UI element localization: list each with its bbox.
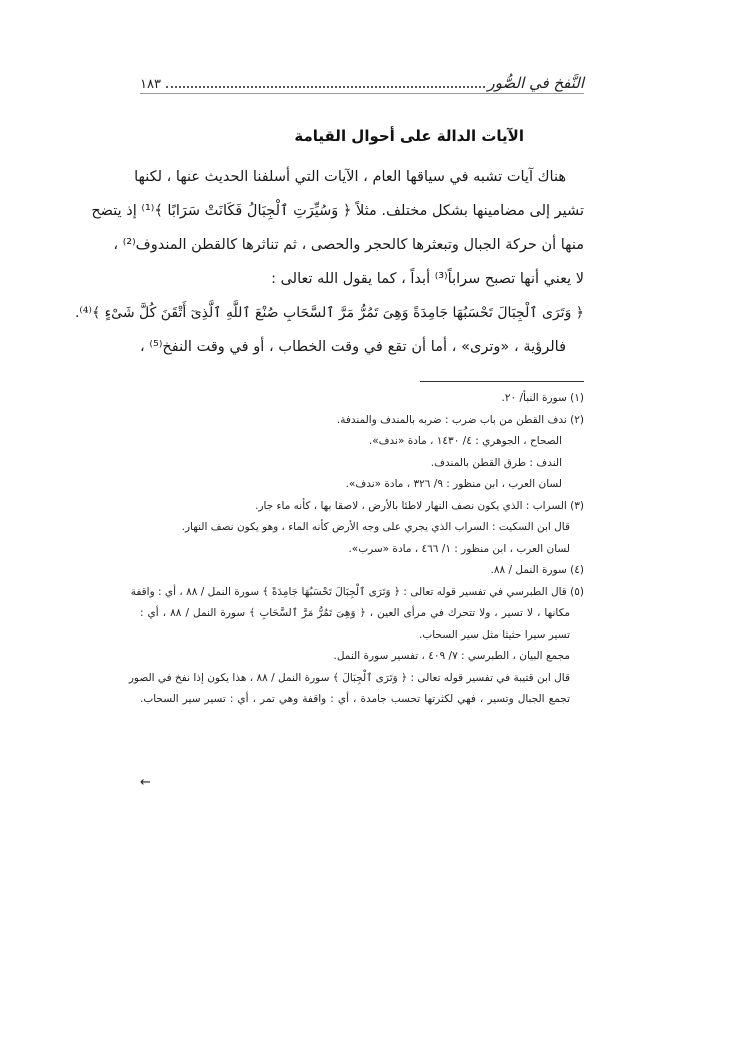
footnote-line: (٤) سورة النمل / ٨٨. <box>490 564 584 576</box>
footnote-line: قال ابن قتيبة في تفسير قوله تعالى : ﴿ وَتَرَى ٱلْجِبَالَ ﴾ سورة النمل / ٨٨ ، هذا يكون إذا نفخ في الصور <box>128 671 570 684</box>
header-dot-leader <box>166 77 485 88</box>
footnote-line: مكانها ، لا تسير ، ولا تتحرك في مرأى العين ، ﴿ وَهِىَ تَمُرُّ مَرَّ ٱلسَّحَابِ ﴾ سورة النمل / ٨٨ ، أي : <box>140 607 571 619</box>
section-heading: الآيات الدالة على أحوال القيامة <box>294 127 524 145</box>
footnote-line: لسان العرب ، ابن منظور : ٩/ ٣٢٦ ، مادة «ندف». <box>345 478 562 490</box>
continuation-arrow-icon: ← <box>140 775 151 790</box>
footnote-separator <box>420 381 584 382</box>
footnote-line: (١) سورة النبأ/ ٢٠. <box>501 392 584 404</box>
header-rule <box>140 93 584 94</box>
text-line: تشير إلى مضامينها بشكل مختلف. مثلاً ﴿ وَسُيِّرَتِ ٱلْجِبَالُ فَكَانَتْ سَرَابًا ﴾⁽¹⁾ إذ يتضح <box>91 203 584 219</box>
footnotes <box>128 388 584 711</box>
footnote-line: قال ابن السكيت : السراب الذي يجري على وجه الأرض كأنه الماء ، وهو يكون نصف النهار. <box>181 521 570 533</box>
text-line: لا يعني أنها تصبح سراباً⁽³⁾ أبداً ، كما يقول الله تعالى : <box>271 271 584 287</box>
footnote-line: لسان العرب ، ابن منظور : ١/ ٤٦٦ ، مادة «سرب». <box>348 542 570 555</box>
running-title-logo: النَّفخ في الصُّور <box>487 74 584 92</box>
footnote-line: تسير سيرا حثيثا مثل سير السحاب. <box>419 628 570 641</box>
text-line: هناك آيات تشبه في سياقها العام ، الآيات التي أسلفنا الحديث عنها ، لكنها <box>134 169 566 185</box>
footnote-line: الندف : طرق القطن بالمندف. <box>430 456 562 469</box>
main-text <box>74 160 584 364</box>
page-header <box>140 66 584 92</box>
footnote-line: (٣) السراب : الذي يكون نصف النهار لاطئا بالأرض ، لاصقا بها ، كأنه ماء جار. <box>255 499 584 512</box>
quran-verse-line: ﴿ وَتَرَى ٱلْجِبَالَ تَحْسَبُهَا جَامِدَةً وَهِىَ تَمُرُّ مَرَّ ٱلسَّحَابِ صُنْعَ ٱللَّهِ ٱلَّذِىٓ أَتْقَنَ كُلَّ شَىْءٍ ﴾⁽⁴⁾. <box>74 305 584 321</box>
footnote-line: (٢) ندف القطن من باب ضرب : ضربه بالمندف والمندفة. <box>336 413 584 426</box>
footnote-line: الصحاح ، الجوهري : ٤/ ١٤٣٠ ، مادة «ندف». <box>368 435 562 447</box>
text-line: منها أن حركة الجبال وتبعثرها كالحجر والحصى ، ثم تناثرها كالقطن المندوف⁽²⁾ ، <box>113 237 584 253</box>
footnote-line: تجمع الجبال وتسير ، فهي لكثرتها تحسب جامدة ، أي : واقفة وهي تمر ، أي : تسير سير السحاب. <box>140 693 570 705</box>
footnote-line: مجمع البيان ، الطبرسي : ٧/ ٤٠٩ ، تفسير سورة النمل. <box>333 650 570 662</box>
text-line: فالرؤية ، «وترى» ، أما أن تقع في وقت الخطاب ، أو في وقت النفخ⁽⁵⁾ ، <box>140 339 567 355</box>
footnote-line: (٥) قال الطبرسي في تفسير قوله تعالى : ﴿ وَتَرَى ٱلْجِبَالَ تَحْسَبُهَا جَامِدَةً ﴾ سورة النمل / ٨٨ ، أي : واقفة <box>130 585 584 598</box>
page-number: ١٨٣ <box>140 77 161 92</box>
